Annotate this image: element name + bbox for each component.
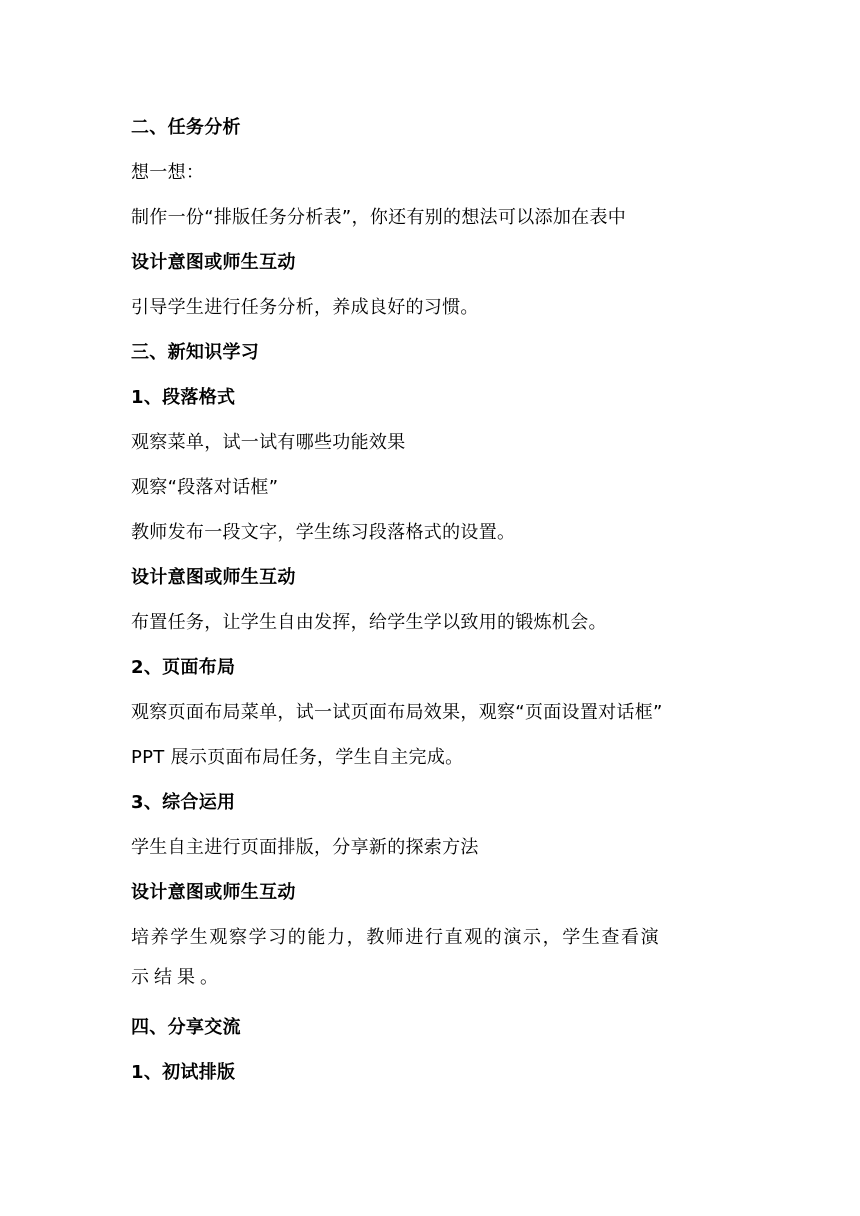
paragraph-observe-dialog: 观察“段落对话框” [131,477,279,498]
section-heading-new-knowledge: 三、新知识学习 [131,342,260,363]
paragraph-observe-layout-menu: 观察页面布局菜单，试一试页面布局效果，观察“页面设置对话框” [131,702,663,723]
paragraph-think: 想一想： [131,162,205,183]
paragraph-teacher-publish: 教师发布一段文字，学生练习段落格式的设置。 [131,522,516,543]
paragraph-ppt-layout-task: PPT 展示页面布局任务，学生自主完成。 [131,747,464,768]
subheading-design-intent: 设计意图或师生互动 [131,882,296,903]
subheading-design-intent: 设计意图或师生互动 [131,567,296,588]
subheading-design-intent: 设计意图或师生互动 [131,252,296,273]
subheading-page-layout: 2、页面布局 [131,657,236,678]
paragraph-guide-students: 引导学生进行任务分析，养成良好的习惯。 [131,297,479,318]
paragraph-demo-result: 示结果。 [131,967,223,988]
paragraph-observe-menu: 观察菜单，试一试有哪些功能效果 [131,432,406,453]
paragraph-cultivate-observation: 培养学生观察学习的能力，教师进行直观的演示，学生查看演 [131,927,661,948]
paragraph-assign-task: 布置任务，让学生自由发挥，给学生学以致用的锻炼机会。 [131,612,607,633]
section-heading-task-analysis: 二、任务分析 [131,117,241,138]
paragraph-self-typesetting: 学生自主进行页面排版，分享新的探索方法 [131,837,479,858]
subheading-comprehensive-use: 3、综合运用 [131,792,236,813]
subheading-first-typesetting: 1、初试排版 [131,1062,236,1083]
subheading-paragraph-format: 1、段落格式 [131,387,236,408]
paragraph-make-table: 制作一份“排版任务分析表”，你还有别的想法可以添加在表中 [131,207,627,228]
section-heading-share-exchange: 四、分享交流 [131,1017,241,1038]
